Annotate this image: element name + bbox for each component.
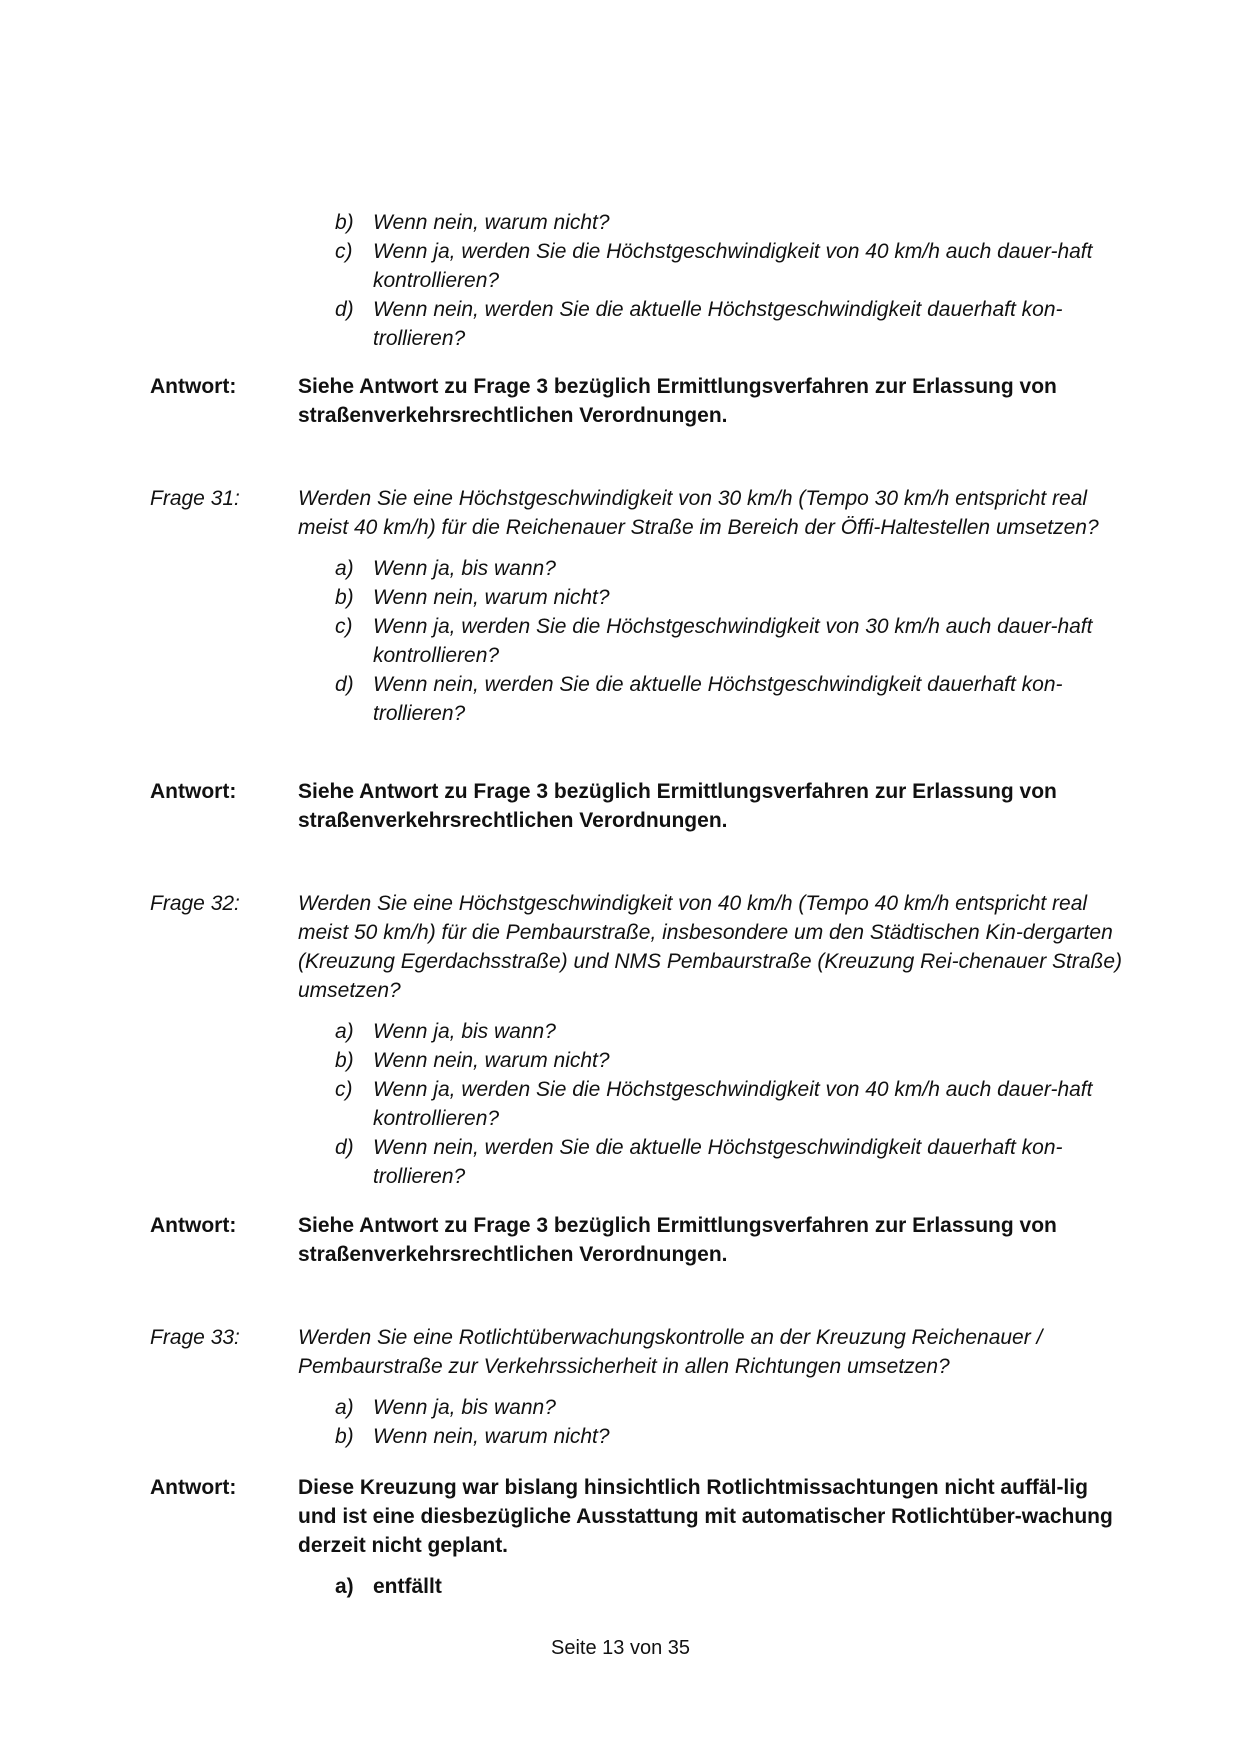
answer-text: Siehe Antwort zu Frage 3 bezüglich Ermittlungsverfahren zur Erlassung von straßenverkehrsrechtlichen Verordnungen. (298, 1214, 1057, 1266)
question-label: Frage 31: (150, 487, 240, 510)
list-item: a) Wenn ja, bis wann? (335, 1396, 556, 1419)
answer-label: Antwort: (150, 1476, 237, 1499)
list-item: b) Wenn nein, warum nicht? (335, 1425, 610, 1448)
list-item: a) entfällt (335, 1575, 442, 1598)
question-label: Frage 32: (150, 892, 240, 915)
list-item: a) Wenn ja, bis wann? (335, 557, 556, 580)
list-item: b) Wenn nein, warum nicht? (335, 1049, 610, 1072)
list-item: d) Wenn nein, werden Sie die aktuelle Höchstgeschwindigkeit dauerhaft kon-trollieren? (335, 673, 1063, 725)
answer-label: Antwort: (150, 375, 237, 398)
list-item: c) Wenn ja, werden Sie die Höchstgeschwindigkeit von 30 km/h auch dauer-haft kontrollieren? (335, 615, 1093, 667)
answer-block-31 (150, 777, 1130, 835)
answer-block-33 (150, 1473, 1130, 1601)
list-item: b) Wenn nein, warum nicht? (335, 211, 610, 234)
answer-block-32 (150, 1211, 1130, 1269)
page-footer: Seite 13 von 35 (551, 1637, 690, 1659)
list-item: d) Wenn nein, werden Sie die aktuelle Höchstgeschwindigkeit dauerhaft kon-trollieren? (335, 298, 1063, 350)
question-text: Werden Sie eine Höchstgeschwindigkeit von 30 km/h (Tempo 30 km/h entspricht real meist 40 km/h) für die Reichenauer Straße im Bereich der Öffi-Haltestellen umsetzen? (298, 487, 1099, 539)
answer-text: Siehe Antwort zu Frage 3 bezüglich Ermittlungsverfahren zur Erlassung von straßenverkehrsrechtlichen Verordnungen. (298, 375, 1057, 427)
question-31 (150, 484, 1130, 728)
answer-text: Siehe Antwort zu Frage 3 bezüglich Ermittlungsverfahren zur Erlassung von straßenverkehrsrechtlichen Verordnungen. (298, 780, 1057, 832)
question-text: Werden Sie eine Rotlichtüberwachungskontrolle an der Kreuzung Reichenauer / Pembaurstraße zur Verkehrssicherheit in allen Richtungen umsetzen? (298, 1326, 1043, 1378)
list-item: c) Wenn ja, werden Sie die Höchstgeschwindigkeit von 40 km/h auch dauer-haft kontrollieren? (335, 1078, 1093, 1130)
question-32 (150, 889, 1130, 1191)
question-text: Werden Sie eine Höchstgeschwindigkeit von 40 km/h (Tempo 40 km/h entspricht real meist 50 km/h) für die Pembaurstraße, insbesondere um den Städtischen Kin-dergarten (Kreuzung Egerdachsstraße) und NMS Pembaurstraße (Kreuzung Rei-chenauer Straße) umsetzen? (298, 892, 1123, 1002)
answer-label: Antwort: (150, 1214, 237, 1237)
answer-label: Antwort: (150, 780, 237, 803)
list-item: d) Wenn nein, werden Sie die aktuelle Höchstgeschwindigkeit dauerhaft kon-trollieren? (335, 1136, 1063, 1188)
answer-block-1 (150, 372, 1130, 430)
question-33 (150, 1323, 1130, 1451)
list-item: a) Wenn ja, bis wann? (335, 1020, 556, 1043)
continued-subquestions (150, 208, 1130, 353)
list-item: c) Wenn ja, werden Sie die Höchstgeschwindigkeit von 40 km/h auch dauer-haft kontrollieren? (335, 240, 1093, 292)
answer-text: Diese Kreuzung war bislang hinsichtlich Rotlichtmissachtungen nicht auffäl-lig und ist eine diesbezügliche Ausstattung mit automatischer Rotlichtüber-wachung derzeit nicht geplant. (298, 1476, 1113, 1557)
list-item: b) Wenn nein, warum nicht? (335, 586, 610, 609)
question-label: Frage 33: (150, 1326, 240, 1349)
